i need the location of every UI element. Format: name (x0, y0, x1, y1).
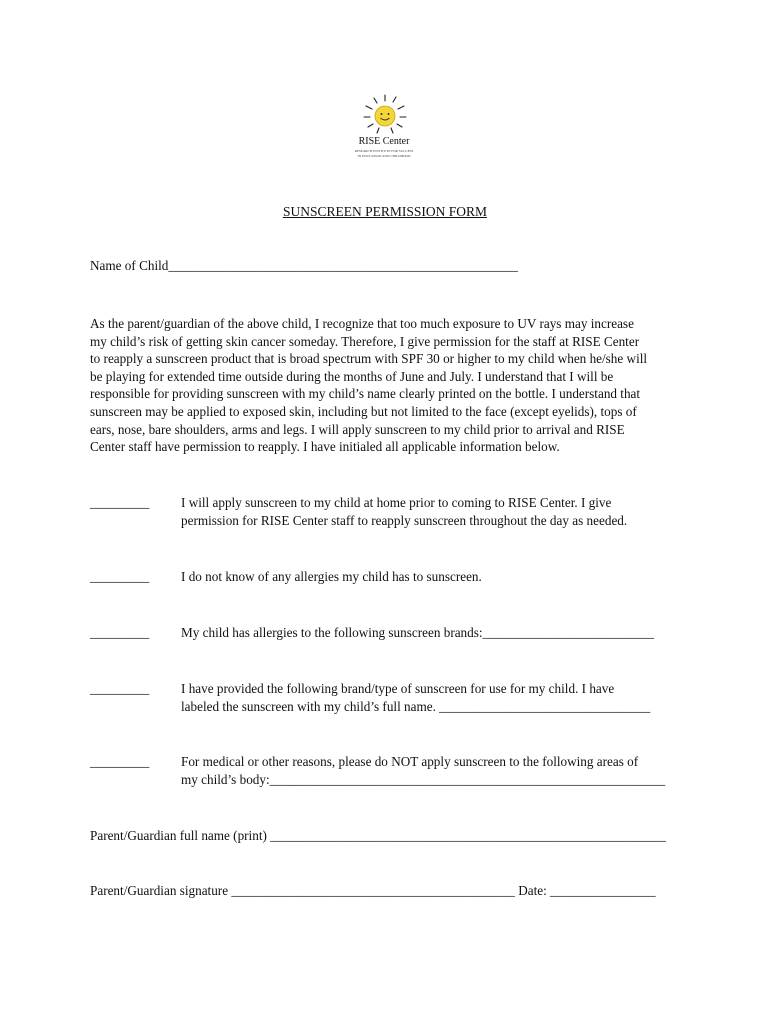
paragraph-line: ears, nose, bare shoulders, arms and legs. I will apply sunscreen to my child prior to arrival and RISE (90, 421, 625, 437)
paragraph-line: As the parent/guardian of the above child, I recognize that too much exposure to UV rays may increase (90, 316, 634, 331)
option-line: I will apply sunscreen to my child at home prior to coming to RISE Center. I give (181, 495, 612, 510)
paragraph-line: to reapply a sunscreen product that is broad spectrum with SPF 30 or higher to my child when he/she will (90, 351, 648, 367)
option-home-application (181, 494, 701, 529)
paragraph-line: responsible for providing sunscreen with my child’s name clearly printed on the bottle. I understand that (90, 386, 641, 402)
option-allergies-brands (181, 624, 701, 642)
guardian-name-label: Parent/Guardian full name (print) (90, 828, 267, 843)
option-line: For medical or other reasons, please do NOT apply sunscreen to the following areas of (181, 754, 639, 769)
date-label: Date: (518, 883, 547, 898)
initials-field-3[interactable]: _________ (90, 625, 150, 640)
child-name-field[interactable]: _____________________________________________________ (168, 258, 518, 273)
paragraph-line: be playing for extended time outside during the months of June and July. I understand that I will be (90, 368, 614, 384)
paragraph-line: sunscreen may be applied to exposed skin, including but not limited to the face (except eyelids), tops of (90, 403, 637, 419)
option-provided-brand (181, 680, 701, 715)
initials-field-1[interactable]: _________ (90, 495, 150, 510)
logo-tagline-1: RESEARCH INSTITUTE FOR SUCCESS (354, 149, 414, 153)
option-line: labeled the sunscreen with my child’s full name. ________________________________ (181, 698, 651, 714)
initials-field-4[interactable]: _________ (90, 681, 150, 696)
paragraph-line: Center staff have permission to reapply. I have initialed all applicable information below. (90, 439, 560, 455)
guardian-name-field[interactable]: ____________________________________________________________ (270, 828, 666, 843)
option-do-not-apply-areas (181, 753, 701, 788)
child-name-row (90, 257, 518, 275)
guardian-signature-field[interactable]: ___________________________________________ (231, 883, 515, 898)
child-name-label: Name of Child (90, 258, 169, 273)
form-title: SUNSCREEN PERMISSION FORM (282, 204, 488, 219)
consent-paragraph (90, 315, 690, 456)
guardian-signature-row (90, 882, 656, 900)
option-line: My child has allergies to the following sunscreen brands:__________________________ (181, 625, 654, 640)
date-field[interactable]: ________________ (550, 883, 656, 898)
option-line: I do not know of any allergies my child has to sunscreen. (181, 569, 482, 584)
option-line: my child’s body:____________________________________________________________ (181, 771, 666, 787)
option-line: I have provided the following brand/type of sunscreen for use for my child. I have (181, 681, 615, 696)
logo-name: RISE Center (358, 136, 410, 147)
initials-field-2[interactable]: _________ (90, 569, 150, 584)
option-no-allergies (181, 568, 701, 586)
option-line: permission for RISE Center staff to reapply sunscreen throughout the day as needed. (181, 512, 628, 528)
initials-field-5[interactable]: _________ (90, 754, 150, 769)
logo-tagline-2: IN EDUCATION AND CHILDHOOD (357, 154, 411, 158)
guardian-name-row (90, 827, 666, 845)
guardian-signature-label: Parent/Guardian signature (90, 883, 229, 898)
paragraph-line: my child’s risk of getting skin cancer someday. Therefore, I give permission for the staff at RISE Center (90, 333, 640, 349)
